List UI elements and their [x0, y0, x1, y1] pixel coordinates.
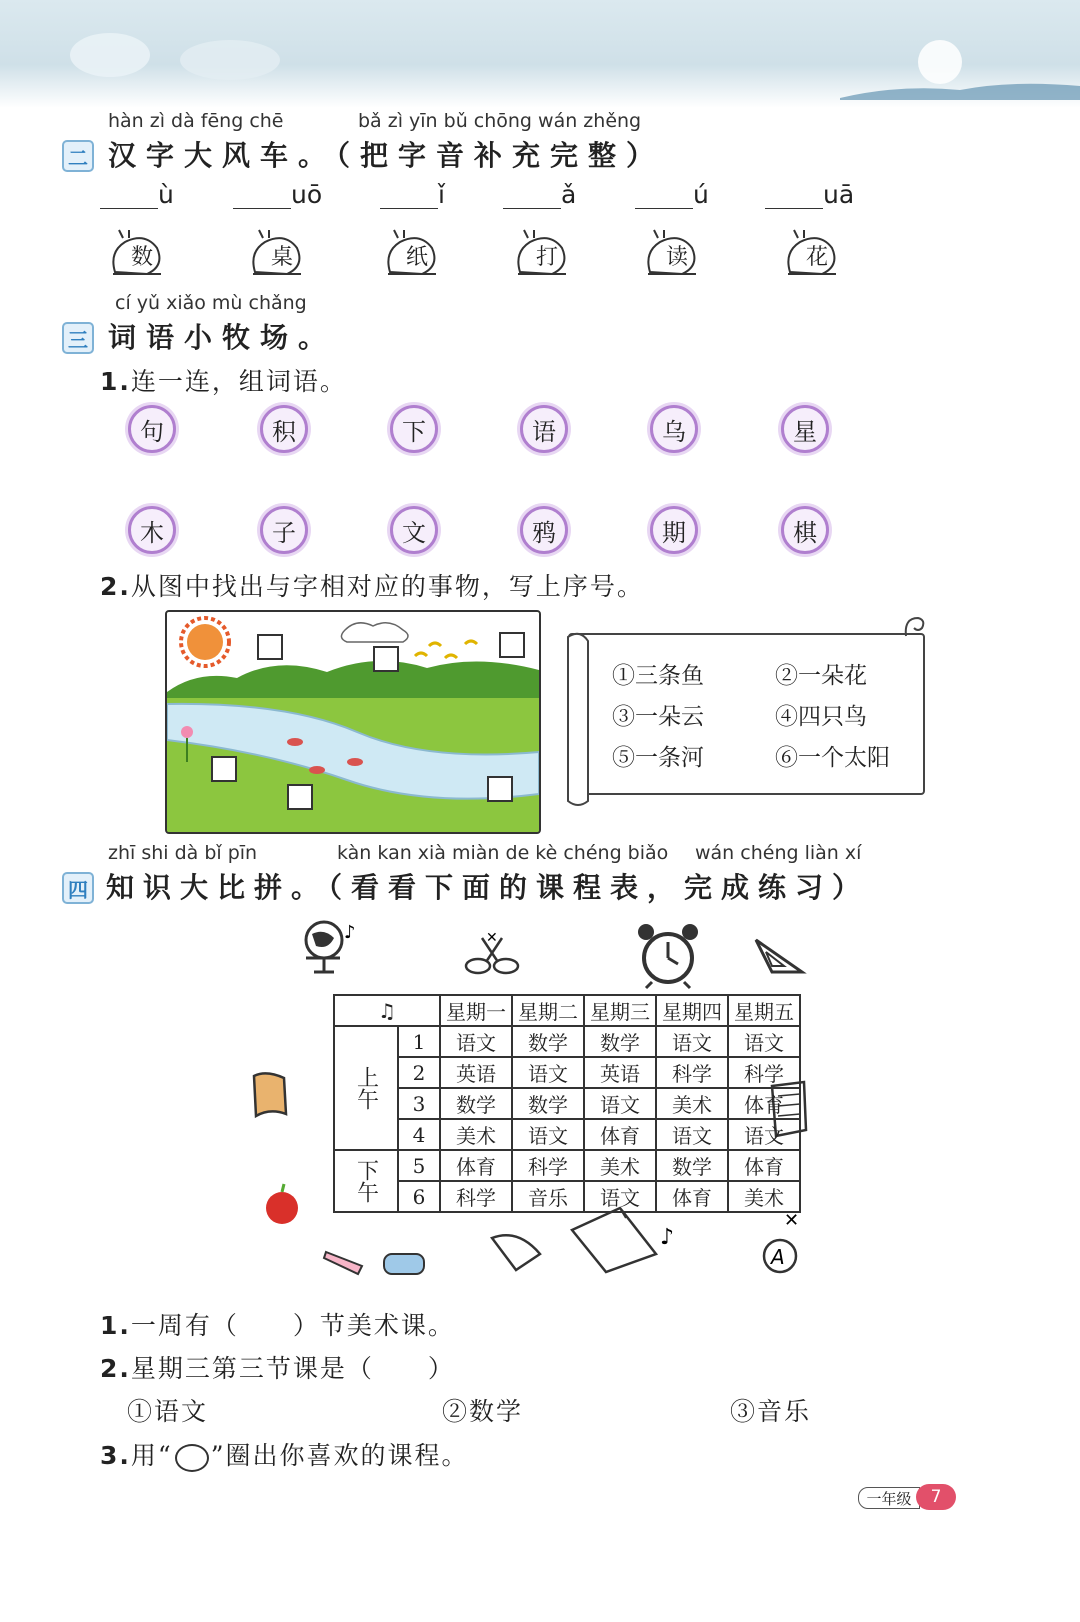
answer-box-flower[interactable]: [211, 756, 237, 782]
course-cell[interactable]: 科学: [728, 1057, 800, 1088]
section3-q1[interactable]: 1.一周有（ ）节美术课。: [100, 1311, 455, 1340]
section1-title: [108, 134, 664, 174]
course-cell[interactable]: 英语: [584, 1057, 656, 1088]
section2-number-icon: 三: [62, 322, 94, 354]
char-bubble[interactable]: 木: [128, 506, 176, 554]
char-bubble[interactable]: 星: [781, 405, 829, 453]
course-cell[interactable]: 体育: [584, 1119, 656, 1150]
page-number: 7: [916, 1484, 956, 1510]
snail-char: 读: [640, 228, 698, 278]
course-cell[interactable]: 语文: [512, 1057, 584, 1088]
scene-picture: [165, 610, 541, 834]
section3-q2[interactable]: 2.星期三第三节课是（ ）: [100, 1354, 455, 1383]
day-header: 星期一: [440, 995, 512, 1026]
final-blank[interactable]: ú: [635, 180, 709, 209]
day-header: 星期三: [584, 995, 656, 1026]
snail-row: [105, 228, 985, 284]
course-cell[interactable]: 语文: [512, 1119, 584, 1150]
final-blank[interactable]: ǐ: [380, 180, 445, 209]
course-cell[interactable]: 音乐: [512, 1181, 584, 1212]
section3-number-icon: 四: [62, 872, 94, 904]
section2-q1: 1.连一连，组词语。: [100, 367, 347, 396]
char-bubble[interactable]: 积: [260, 405, 308, 453]
svg-text:♪: ♪: [344, 922, 356, 943]
scroll-curl-icon: [902, 614, 928, 640]
circle-mark-icon: [175, 1444, 209, 1472]
apple-icon: [258, 1178, 308, 1228]
svg-text:♪: ♪: [660, 1225, 675, 1250]
table-row: [334, 1150, 800, 1181]
period-number: 4: [398, 1119, 440, 1150]
day-header: 星期二: [512, 995, 584, 1026]
schedule-table: [333, 994, 801, 1213]
finals-row: [100, 180, 980, 220]
course-cell[interactable]: 数学: [440, 1088, 512, 1119]
section2-q2: 2.从图中找出与字相对应的事物，写上序号。: [100, 572, 644, 601]
table-row: [334, 1119, 800, 1150]
period-number: 2: [398, 1057, 440, 1088]
page-tag: [858, 1484, 956, 1510]
svg-text:A: A: [771, 1245, 785, 1269]
course-cell[interactable]: 语文: [584, 1181, 656, 1212]
scissors-icon: [462, 930, 524, 980]
scroll-roll-icon: [560, 631, 600, 811]
course-cell[interactable]: 数学: [512, 1088, 584, 1119]
course-cell[interactable]: 数学: [656, 1150, 728, 1181]
course-cell[interactable]: 体育: [656, 1181, 728, 1212]
course-cell[interactable]: 语文: [656, 1026, 728, 1057]
afternoon-label: 下午: [334, 1150, 398, 1212]
section1-pinyin-title: hàn zì dà fēng chē: [108, 110, 284, 132]
char-bubble[interactable]: 期: [650, 506, 698, 554]
top-char-row: [128, 405, 848, 455]
final-blank[interactable]: uō: [233, 180, 322, 209]
snail-char: 打: [510, 228, 568, 278]
snail-char: 桌: [245, 228, 303, 278]
section3-pinyin-note2: wán chéng liàn xí: [695, 842, 862, 864]
section1-title-text: 汉字大风车。: [108, 139, 337, 172]
alarm-clock-icon: [634, 918, 704, 990]
option-item: ④四只鸟: [775, 704, 867, 730]
char-bubble[interactable]: 鸦: [520, 506, 568, 554]
day-header: 星期四: [656, 995, 728, 1026]
snail-char: 花: [780, 228, 838, 278]
course-cell[interactable]: 数学: [584, 1026, 656, 1057]
answer-box-sun[interactable]: [257, 634, 283, 660]
grade-a-icon: [758, 1208, 808, 1278]
snail-char: 纸: [380, 228, 438, 278]
section3-q3: 3.用“ ”圈出你喜欢的课程。: [100, 1441, 469, 1470]
course-cell[interactable]: 科学: [440, 1181, 512, 1212]
option-item: ⑤一条河: [612, 745, 704, 771]
option-item: ③一朵云: [612, 704, 704, 730]
answer-box-fish[interactable]: [487, 776, 513, 802]
music-note-icon: ♫: [334, 995, 440, 1026]
course-cell[interactable]: 语文: [656, 1119, 728, 1150]
course-cell[interactable]: 数学: [512, 1026, 584, 1057]
final-blank[interactable]: ù: [100, 180, 174, 209]
period-number: 3: [398, 1088, 440, 1119]
section1-pinyin-note: bǎ zì yīn bǔ chōng wán zhěng: [358, 110, 642, 132]
char-bubble[interactable]: 乌: [650, 405, 698, 453]
course-cell[interactable]: 英语: [440, 1057, 512, 1088]
course-cell[interactable]: 美术: [728, 1181, 800, 1212]
period-number: 5: [398, 1150, 440, 1181]
course-cell[interactable]: 体育: [728, 1150, 800, 1181]
char-bubble[interactable]: 棋: [781, 506, 829, 554]
table-row: [334, 1181, 800, 1212]
answer-box-cloud[interactable]: [373, 646, 399, 672]
course-cell[interactable]: 体育: [440, 1150, 512, 1181]
section2-pinyin-title: cí yǔ xiǎo mù chǎng: [115, 292, 307, 314]
svg-text:✕: ✕: [784, 1210, 800, 1231]
course-cell[interactable]: 语文: [440, 1026, 512, 1057]
final-blank[interactable]: uā: [765, 180, 854, 209]
course-cell[interactable]: 科学: [512, 1150, 584, 1181]
period-number: 1: [398, 1026, 440, 1057]
answer-box-birds[interactable]: [499, 632, 525, 658]
set-square-icon: [752, 932, 808, 978]
choice-option[interactable]: ③音乐: [730, 1397, 812, 1426]
course-cell[interactable]: 体育: [728, 1088, 800, 1119]
table-row: [334, 1057, 800, 1088]
char-bubble[interactable]: 句: [128, 405, 176, 453]
option-item: ①三条鱼: [612, 663, 704, 689]
morning-label: 上午: [334, 1026, 398, 1150]
option-item: ⑥一个太阳: [775, 745, 890, 771]
grade-label: 一年级: [858, 1487, 920, 1509]
section3-pinyin-title: zhī shi dà bǐ pīn: [108, 842, 258, 864]
char-bubble[interactable]: 语: [520, 405, 568, 453]
course-cell[interactable]: 科学: [656, 1057, 728, 1088]
course-cell[interactable]: 美术: [584, 1150, 656, 1181]
protractor-icon: [488, 1228, 548, 1274]
section2-title: 词语小牧场。: [108, 321, 337, 354]
section1-number-icon: 二: [62, 140, 94, 172]
book-icon: [246, 1068, 296, 1124]
course-cell[interactable]: 语文: [728, 1119, 800, 1150]
period-number: 6: [398, 1181, 440, 1212]
section3-title-note: （看看下面的课程表，完成练习）: [328, 871, 870, 904]
sky-illustration: [0, 0, 1080, 108]
choice-option[interactable]: ②数学: [442, 1397, 524, 1426]
top-banner: [0, 0, 1080, 108]
schedule-table-wrap: [333, 994, 801, 1213]
course-cell[interactable]: 美术: [656, 1088, 728, 1119]
course-cell[interactable]: 语文: [584, 1088, 656, 1119]
section3-pinyin-note1: kàn kan xià miàn de kè chéng biǎo: [337, 842, 669, 864]
option-item: ②一朵花: [775, 663, 867, 689]
char-bubble[interactable]: 下: [390, 405, 438, 453]
day-header: 星期五: [728, 995, 800, 1026]
section1-title-note: （把字音补充完整）: [336, 139, 665, 172]
section3-title-text: 知识大比拼。: [106, 871, 329, 904]
svg-text:✕: ✕: [486, 930, 498, 946]
course-cell[interactable]: 美术: [440, 1119, 512, 1150]
river-scene-illustration: [167, 612, 539, 832]
choice-option[interactable]: ①语文: [127, 1397, 209, 1426]
answer-box-river[interactable]: [287, 784, 313, 810]
bottom-char-row: [128, 506, 848, 556]
final-blank[interactable]: ǎ: [503, 180, 576, 209]
char-bubble[interactable]: 文: [390, 506, 438, 554]
course-cell[interactable]: 语文: [728, 1026, 800, 1057]
pencil-and-stapler-icon: [322, 1240, 442, 1290]
table-row: [334, 1026, 800, 1057]
options-scroll: [568, 633, 925, 795]
table-row: [334, 1088, 800, 1119]
table-header-row: [334, 995, 800, 1026]
snail-char: 数: [105, 228, 163, 278]
globe-icon: [292, 910, 362, 980]
char-bubble[interactable]: 子: [260, 506, 308, 554]
section3-title: [106, 866, 869, 906]
